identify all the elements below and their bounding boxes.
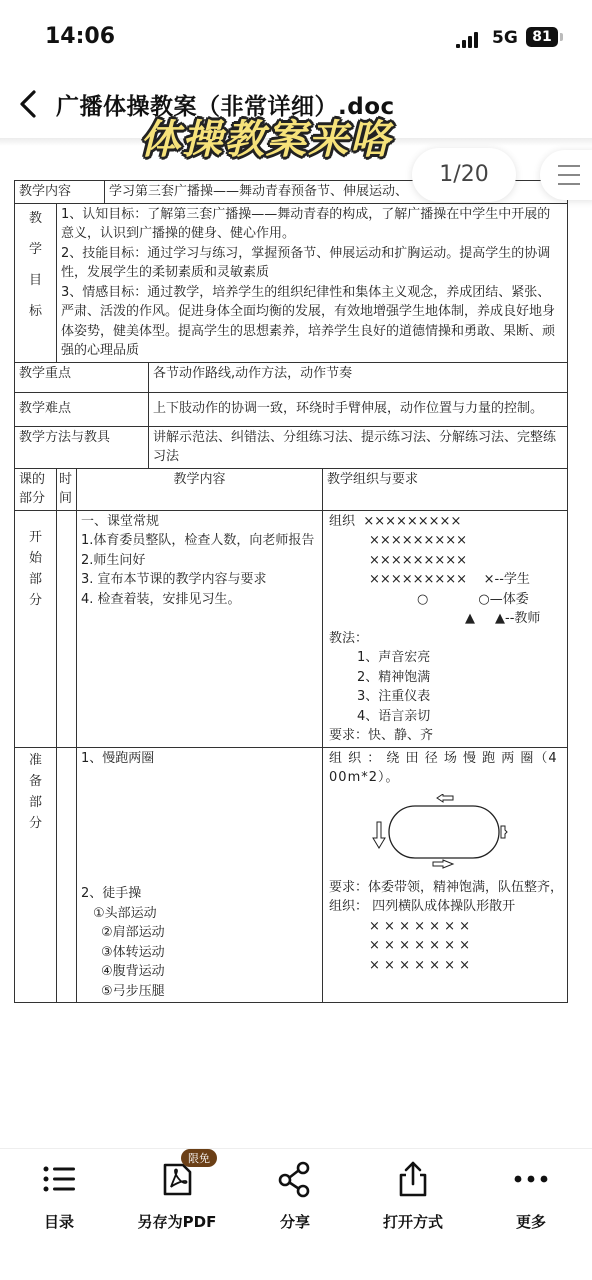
back-icon[interactable] — [14, 86, 46, 122]
prep-content: 1、慢跑两圈 2、徒手操 ①头部运动 ②肩部运动 ③体转运动 ④腹背运动 ⑤弓步压腿 — [77, 747, 323, 1003]
prep-organization: 组 织 ： 绕 田 径 场 慢 跑 两 圈（400m*2）。 要求：体委带领，精神饱满，队伍整齐， 组织： 四列横队成体操队形散开 × × × × × × × × × × × × × × × × × × × × × — [323, 747, 568, 1003]
lesson-plan-table — [14, 180, 568, 1003]
start-part-label: 开 始 部 分 — [15, 510, 57, 747]
battery-icon: 81 — [526, 27, 558, 47]
col-content: 教学内容 — [77, 468, 323, 510]
share-icon — [275, 1159, 315, 1199]
save-pdf-button[interactable]: 限免 另存为PDF — [122, 1159, 232, 1232]
signal-icon — [456, 30, 484, 48]
col-part: 课的部分 — [15, 468, 57, 510]
more-icon — [511, 1159, 551, 1199]
open-with-icon — [393, 1159, 433, 1199]
menu-button[interactable] — [540, 150, 592, 200]
list-icon — [39, 1159, 79, 1199]
start-content: 一、课堂常规 1.体育委员整队，检查人数，向老师报告 2.师生问好 3. 宣布本节课的教学内容与要求 4. 检查着装，安排见习生。 — [77, 510, 323, 747]
difficulty-label: 教学难点 — [15, 392, 149, 426]
prep-part-label: 准 备 部 分 — [15, 747, 57, 1003]
prep-time — [57, 747, 77, 1003]
overlay-caption: 体操教案来咯 — [140, 117, 392, 163]
method-label: 教学方法与教具 — [15, 426, 149, 468]
bottom-toolbar — [0, 1148, 592, 1280]
battery-tip — [560, 33, 563, 41]
free-badge: 限免 — [181, 1149, 217, 1167]
document-title: 广播体操教案（非常详细）.doc — [56, 94, 395, 120]
content-label: 教学内容 — [15, 181, 105, 204]
status-bar — [0, 0, 592, 74]
goals-text: 1、认知目标：了解第三套广播操——舞动青春的构成，了解广播操在中学生中开展的意义，认识到广播操的健身、健心作用。 2、技能目标：通过学习与练习，掌握预备节、伸展运动和扩胸运动。提高学生的协调性，发展学生的柔韧素质和灵敏素质 3、情感目标：通过教学，培养学生的组织纪律性和集体主义观念，养成团结、紧张、严肃、活泼的作风。促进身体全面均衡的发展，有效地增强学生地体制，养成良好地身体姿势，健美体型。提高学生的思想素养，培养学生良好的道德情操和勇敢、果断、顽强的心理品质 — [57, 203, 568, 362]
col-org: 教学组织与要求 — [323, 468, 568, 510]
content-value: 学习第三套广播操——舞动青春预备节、伸展运动、 — [105, 181, 568, 204]
start-organization: 组织 ××××××××× ××××××××× ××××××××× ××××××××× ×--学生 ○ ○—体委 ▲ ▲--教师 教法： 1、声音宏亮 2、精神饱满 3、注重仪表 4、语言亲切 要求：快、静、齐 — [323, 510, 568, 747]
method-value: 讲解示范法、纠错法、分组练习法、提示练习法、分解练习法、完整练习法 — [149, 426, 568, 468]
key-label: 教学重点 — [15, 362, 149, 392]
col-time: 时间 — [57, 468, 77, 510]
open-with-button[interactable]: 打开方式 — [358, 1159, 468, 1232]
page-indicator[interactable]: 1/20 — [412, 148, 516, 202]
share-button[interactable]: 分享 — [240, 1159, 350, 1232]
goals-label: 教 学 目 标 — [15, 203, 57, 362]
network-type: 5G — [492, 28, 518, 48]
toc-button[interactable]: 目录 — [4, 1159, 114, 1232]
difficulty-value: 上下肢动作的协调一致，环绕时手臂伸展，动作位置与力量的控制。 — [149, 392, 568, 426]
status-time: 14:06 — [45, 24, 116, 49]
more-button[interactable]: 更多 — [476, 1159, 586, 1232]
track-diagram — [329, 794, 563, 874]
key-value: 各节动作路线,动作方法，动作节奏 — [149, 362, 568, 392]
pdf-icon — [157, 1152, 210, 1199]
start-time — [57, 510, 77, 747]
